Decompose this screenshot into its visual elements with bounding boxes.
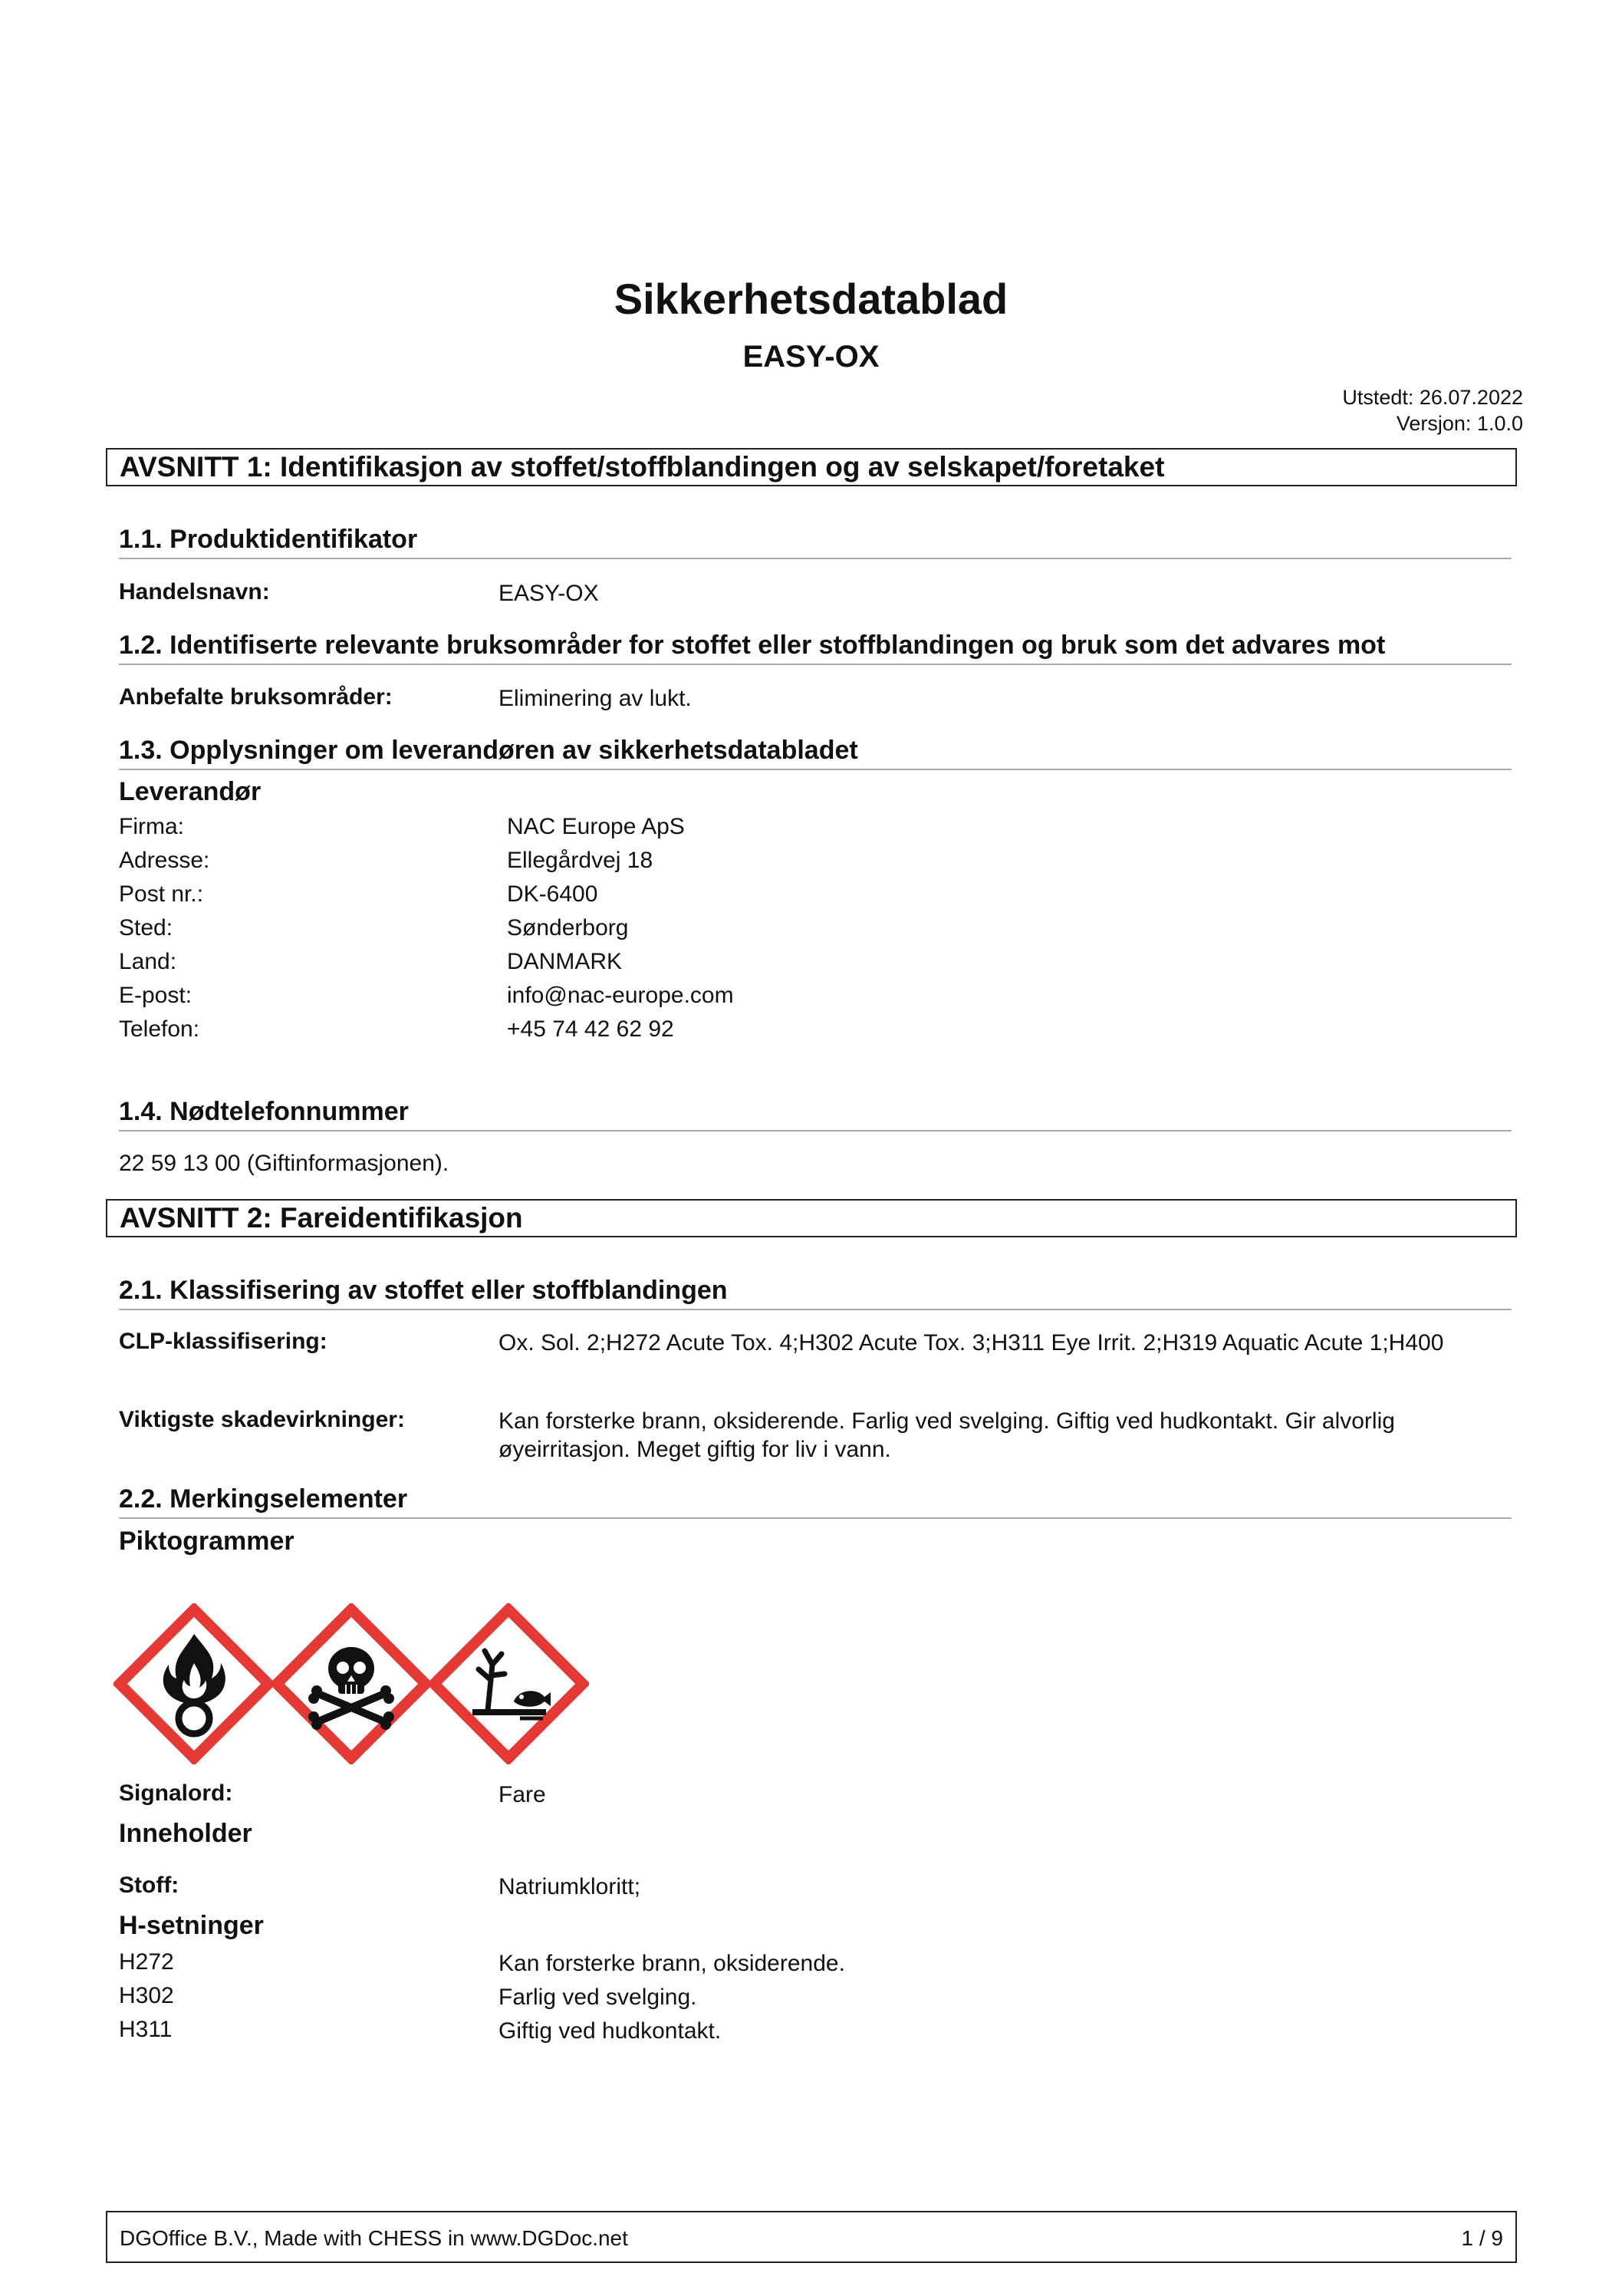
- environment-icon: [428, 1603, 589, 1764]
- pictograms-heading: Piktogrammer: [119, 1527, 294, 1556]
- supplier-row-label: Land:: [119, 949, 177, 974]
- supplier-row-value: DANMARK: [507, 949, 623, 974]
- supplier-row-label: E-post:: [119, 983, 192, 1008]
- flame-over-circle-icon: [114, 1603, 275, 1764]
- h-code: H272: [119, 1949, 174, 1975]
- product-name: EASY-OX: [742, 340, 880, 374]
- footer-credit: DGOffice B.V., Made with CHESS in www.DGDoc.net: [120, 2226, 628, 2250]
- effects-label: Viktigste skadevirkninger:: [119, 1407, 405, 1432]
- emergency-phone-text: 22 59 13 00 (Giftinformasjonen).: [119, 1151, 449, 1176]
- clp-label: CLP-klassifisering:: [119, 1329, 327, 1354]
- supplier-heading: Leverandør: [119, 777, 262, 806]
- h-code: H311: [119, 2017, 173, 2042]
- contains-heading: Inneholder: [119, 1819, 252, 1848]
- page-footer: [106, 2211, 1517, 2263]
- supplier-row-value: DK-6400: [507, 881, 598, 907]
- skull-crossbones-icon: [271, 1603, 432, 1764]
- supplier-row-value: Ellegårdvej 18: [507, 848, 653, 873]
- subsection-1-4-heading: 1.4. Nødtelefonnummer: [119, 1097, 1512, 1132]
- h-text: Farlig ved svelging.: [498, 1985, 697, 2010]
- supplier-row-value: NAC Europe ApS: [507, 814, 685, 839]
- trade-name-label: Handelsnavn:: [119, 579, 270, 604]
- signal-word-value: Fare: [498, 1782, 546, 1807]
- subsection-1-3-heading: 1.3. Opplysninger om leverandøren av sikkerhetsdatabladet: [119, 736, 1512, 770]
- page-title: Sikkerhetsdatablad: [614, 275, 1008, 323]
- section-1-heading: AVSNITT 1: Identifikasjon av stoffet/stoffblandingen og av selskapet/foretaket: [106, 448, 1517, 486]
- substance-label: Stoff:: [119, 1873, 179, 1898]
- supplier-row-label: Adresse:: [119, 848, 210, 873]
- subsection-2-1-heading: 2.1. Klassifisering av stoffet eller stoffblandingen: [119, 1276, 1512, 1310]
- trade-name-value: EASY-OX: [498, 581, 599, 606]
- supplier-phone-value: +45 74 42 62 92: [507, 1016, 674, 1042]
- supplier-row-value: Sønderborg: [507, 915, 629, 940]
- substance-value: Natriumkloritt;: [498, 1874, 641, 1899]
- supplier-row-label: Sted:: [119, 915, 173, 940]
- supplier-row-label: Post nr.:: [119, 881, 204, 907]
- recommended-use-label: Anbefalte bruksområder:: [119, 684, 393, 710]
- page-number: 1 / 9: [1461, 2226, 1503, 2250]
- supplier-email-value: info@nac-europe.com: [507, 983, 734, 1008]
- signal-word-label: Signalord:: [119, 1780, 233, 1806]
- version: Versjon: 1.0.0: [1396, 412, 1523, 435]
- clp-value: Ox. Sol. 2;H272 Acute Tox. 4;H302 Acute Tox. 3;H311 Eye Irrit. 2;H319 Aquatic Acute 1;H400: [498, 1330, 1444, 1356]
- subsection-1-1-heading: 1.1. Produktidentifikator: [119, 525, 1512, 559]
- effects-value: Kan forsterke brann, oksiderende. Farlig ved svelging. Giftig ved hudkontakt. Gir alvorlig øyeirritasjon. Meget giftig for liv i vann.: [498, 1408, 1395, 1462]
- subsection-2-2-heading: 2.2. Merkingselementer: [119, 1484, 1512, 1519]
- supplier-row-label: Firma:: [119, 814, 184, 839]
- h-statements-heading: H-setninger: [119, 1911, 264, 1940]
- supplier-row-label: Telefon:: [119, 1016, 200, 1042]
- h-text: Kan forsterke brann, oksiderende.: [498, 1951, 845, 1976]
- h-text: Giftig ved hudkontakt.: [498, 2018, 722, 2044]
- h-code: H302: [119, 1983, 174, 2008]
- issued-date: Utstedt: 26.07.2022: [1342, 386, 1523, 409]
- section-2-heading: AVSNITT 2: Fareidentifikasjon: [106, 1199, 1517, 1237]
- recommended-use-value: Eliminering av lukt.: [498, 686, 692, 711]
- subsection-1-2-heading: 1.2. Identifiserte relevante bruksområder for stoffet eller stoffblandingen og bruk som det advares mot: [119, 631, 1512, 665]
